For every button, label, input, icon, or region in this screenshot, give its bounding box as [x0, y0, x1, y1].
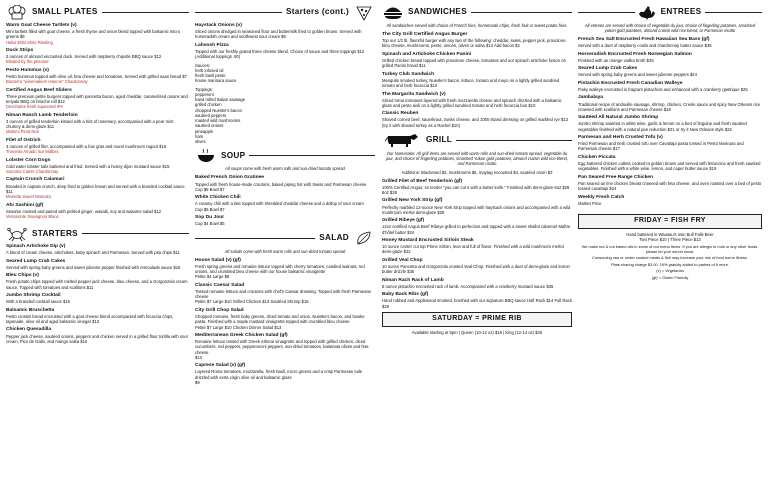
menu-item-name: Seared Lump Crab Cakes	[6, 258, 66, 264]
sauces-block	[195, 63, 375, 145]
menu-item-name: Classic Reuben	[382, 111, 419, 117]
menu-item	[578, 81, 762, 92]
menu-item	[6, 138, 189, 155]
menu-item	[578, 155, 762, 172]
small-plates-list	[6, 23, 189, 219]
menu-item-name: Seared Lump Crab Cakes	[578, 66, 638, 72]
cow-icon	[382, 132, 422, 148]
menu-item-name: Sautéed All Natural Jumbo Shrimp	[578, 115, 659, 121]
menu-item-name: Baked French Onion Gratinee	[195, 175, 265, 181]
menu-item-description: Romaine lettuce tossed with Greek Athena vinaigrette and topped with grilled chicken, diced cucumbers, red peppers, pepperoncini peppers, sun-dried tomatoes, kalamata olives and feta cheese	[195, 339, 369, 355]
menu-item-description: Three premium petite burgers topped with pancetta bacon, aged cheddar, caramelized onions and teriyaki BBQ on brioche roll $12	[6, 93, 188, 105]
menu-item-name: The City Grill Certified Angus Burger	[382, 32, 468, 38]
menu-item-name: Grilled Veal Chop	[382, 257, 423, 263]
menu-item-description: Served with spring baby greens and sweet julienne pepper finished with remoulade sauce $15	[6, 264, 181, 270]
wine-pairing: Veramonte Sauvignon Blanc	[6, 213, 59, 219]
wine-pairing: Trovento Amado Sur Malbec	[6, 149, 59, 155]
topping-option: chopped Nueske's bacon	[195, 107, 242, 113]
sauce-option: fresh basil pesto	[195, 73, 226, 79]
soup-title: SOUP	[221, 150, 246, 160]
crab-icon	[6, 226, 28, 242]
menu-item-name: Haystack Onions (v)	[195, 23, 243, 28]
menu-item-description: A blend of cream cheese, artichokes, baby spinach and Parmesan. Served with pita chips $11	[6, 250, 180, 256]
menu-item	[578, 135, 762, 152]
small-plates-header	[6, 4, 189, 21]
grill-additions: Additions: Blackened $3, mushrooms $5, maytag encrusted $4, sautéed onion $3	[401, 170, 553, 176]
starters-list	[6, 244, 189, 344]
menu-item-description: Mesquite smoked turkey, Nueske's bacon, lettuce, tomato and mayo on a lightly grilled sundried tomato and herb focaccia $10	[382, 77, 560, 89]
menu-item-price: $9	[195, 379, 200, 385]
footer-note: Consuming raw or under cooked meats & fish may increase your risk of food borne illness.	[592, 255, 748, 261]
starters-title: STARTERS	[32, 228, 78, 238]
menu-item-description: Shaved corned beef, sauerkraut, Swiss cheese, and 1000 island dressing on grilled marbled rye $13 (try it with shaved turkey as a Rachel $10)	[382, 117, 568, 128]
burger-icon	[382, 5, 404, 21]
menu-item-name: Caprese Salad (v) (gf)	[195, 363, 246, 369]
menu-item-description: Cold water lobster tails battered and fried. Served with a honey dijon mustard sauce $15	[6, 163, 170, 169]
column-entrees	[578, 2, 762, 495]
footer-notes	[578, 245, 762, 280]
menu-item-name: Balsamic Bruschetta	[6, 307, 55, 313]
topping-option: roasted wild mushrooms	[195, 118, 241, 124]
grill-list	[382, 179, 572, 309]
menu-item-description: Fried Parmesan and herb crusted tofu over Cavattapi pasta tossed in Pesto Marinara and Parmesan cheese $17	[578, 141, 744, 152]
topping-option: grilled chicken	[195, 102, 222, 108]
starters-cont-header	[195, 4, 375, 21]
menu-item	[195, 283, 375, 305]
menu-item-description: Egg battered chicken cutlets cooked to golden brown and served with fettuccine and fresh sautéed vegetables. Finished with a white wine, lemon, and caper butter sauce $19	[578, 161, 761, 172]
menu-item-price: Petite $4 Large $8	[195, 274, 230, 280]
menu-item-name: Sop Du Jour	[195, 215, 225, 221]
salad-note: All salads come with fresh warm rolls and sun-dried tomato spread	[224, 248, 346, 254]
menu-item-description: Fresh potato chips topped with melted pepper jack cheese, bleu cheese, and a Gorgonzola cream sauce. Topped with tomatoes and scallions $11	[6, 279, 188, 290]
menu-item-name: Certified Angus Beef Sliders	[6, 87, 72, 93]
menu-item	[578, 115, 762, 132]
menu-item-description: Jumbo shrimp sautéed in white wine, garlic & lemon on a bed of linguine and fresh sautéed vegetables finished with a natural pan reduction $21 or try it New Orleans style $22	[578, 121, 747, 132]
menu-item-price: Petite $7 Large $10 Chicken Dinner Salad $13	[195, 324, 282, 330]
menu-item-description: Hand rubbed and Applewood smoked, brushed with our signature BBQ sauce Half Rack $14 Full Rack $28	[382, 298, 572, 309]
topping-option: sautéed onions	[195, 123, 224, 129]
menu-item-description: Grilled chicken breast topped with provolone cheese, tomatoes and our spinach artichoke fusion on grilled Panini bread $11	[382, 58, 566, 69]
menu-item-name: Duck Strips	[6, 48, 34, 54]
topping-option: hand rolled Italian sausage	[195, 97, 246, 103]
menu-item-name: Parmesan and Herb Crusted Tofu (v)	[578, 135, 663, 141]
column-starters-soup-salad	[195, 2, 375, 495]
menu-item-description: Sesame crusted and paired with pickled ginger, wasabi, soy and wakame salad $12	[6, 208, 162, 214]
menu-item-name: Warm Goat Cheese Tartlets (v)	[6, 23, 77, 28]
pizza-slice-icon	[353, 5, 375, 21]
menu-item	[195, 363, 375, 385]
menu-item	[6, 203, 189, 220]
sandwiches-title: SANDWICHES	[408, 7, 467, 17]
menu-item-name: Grilled New York Strip (gf)	[382, 198, 443, 204]
menu-item	[6, 293, 189, 304]
menu-item	[195, 195, 375, 212]
menu-item-description: 3 ounces of grilled tenderloin kissed with a hint of rosemary, accompanied with a pear mint chutney & demi-glaze $11	[6, 118, 174, 130]
menu-item	[6, 48, 189, 65]
menu-item	[195, 215, 375, 226]
menu-item-name: Horseradish Encrusted Fresh Norwegian Salmon	[578, 51, 692, 57]
menu-item	[578, 195, 762, 206]
menu-item	[6, 327, 189, 344]
menu-item	[6, 113, 189, 135]
menu-item-name: Pesto Hummus (v)	[6, 67, 49, 73]
topping-option: ham	[195, 133, 204, 139]
menu-item-name: Spinach Artichoke Dip (v)	[6, 244, 66, 250]
salad-list	[195, 258, 375, 385]
sandwiches-note: All sandwiches served with choice of French fries, homemade chips, fresh fruit or sweet potato fries.	[386, 23, 568, 28]
menu-item	[6, 273, 189, 290]
menu-item	[6, 158, 189, 175]
menu-item-price: Cup $5 Bowl $7	[195, 206, 225, 212]
menu-item-description: Market Price	[578, 200, 602, 206]
starters-header	[6, 225, 189, 242]
wine-pairing: Deschutes fresh squeezed IPA	[6, 104, 64, 110]
entrees-list	[578, 37, 762, 206]
menu-item-description: 8 ounce pistachio encrusted rack of lamb. Accompanied with a cranberry mustard sauce $35	[382, 283, 554, 289]
divider	[82, 233, 189, 234]
menu-item-name: Lahvosh Pizza	[195, 42, 229, 48]
toppings-list	[195, 92, 375, 145]
menu-item-price: Petite $7 Large $10 Grilled Chicken $13 Sautéed Shrimp $16	[195, 299, 309, 305]
menu-item	[195, 308, 375, 330]
menu-item-name: Chicken Quesadilla	[6, 327, 52, 333]
salad-leaf-icon	[353, 230, 375, 246]
menu-item-description: Flaky walleye encrusted in fragrant pistachios and enhanced with a cranberry gastrique $25	[578, 87, 748, 93]
topping-option: pepperoni	[195, 91, 214, 97]
menu-item-description: Topped with our freshly grated three cheese blend. Choice of sauce and three toppings $12 (Additional toppings .50)	[195, 48, 365, 60]
menu-item-description: 12oz certified Angus Beef Ribeye grilled to perfection and topped with a sweet shallot cabernet Maître d'hôtel butter $24	[382, 224, 571, 235]
menu-item-name: Captain Crunch Calamari	[6, 177, 65, 183]
menu-item	[382, 72, 572, 89]
divider	[578, 12, 635, 13]
menu-item-name: White Chicken Chili	[195, 195, 241, 201]
friday-banner: FRIDAY = FISH FRY	[578, 214, 762, 229]
menu-item-name: Pistachio Encrusted Fresh Canadian Walleye	[578, 80, 683, 86]
menu-item-description: Pepper jack cheese, sautéed onions, peppers and chicken served in a grilled flour tortilla with sour cream, Pico de Gallo, and mango salsa $10	[6, 333, 189, 344]
soup-bowl-icon	[195, 148, 217, 164]
wine-pairing: Blinded by the prisoner	[6, 59, 49, 65]
topping-option: pineapple	[195, 128, 214, 134]
menu-item-description: Pesto hummus topped with olive oil, feta cheese and tomatoes. Served with grilled naan bread $7	[6, 74, 187, 79]
menu-item-description: 100% Certified Angus, so tender "you can cut it with a butter knife." Finished with demi-glaze 6oz $28 8oz $35	[382, 184, 570, 195]
menu-item-description: Mini tartlets filled with goat cheese, a fresh thyme and onion blend topped with balsamic micro greens $8	[6, 29, 181, 40]
menu-item-name: Niman Ranch Lamb Tenderloin	[6, 112, 78, 118]
menu-item	[6, 68, 189, 85]
divider	[471, 12, 572, 13]
menu-item-description: Served with spring baby greens and sweet julienne peppers $24	[578, 72, 697, 78]
divider	[249, 155, 375, 156]
divider	[705, 12, 762, 13]
footer-note: (gf) = Gluten Friendly	[651, 274, 689, 280]
menu-item-description: Layered Roma tomatoes, mozzarella, fresh basil, micro greens and a crisp Parmesan tuile drizzled with extra virgin olive oil and balsamic glaze	[195, 369, 363, 380]
column-small-plates-starters	[6, 2, 189, 495]
menu-item	[578, 52, 762, 63]
menu-item-description: Top our 1/2 lb. flavorful burger with any two of the following: cheddar, swiss, pepper jack, provolone, bleu cheese, mushrooms, pesto, onions, olives or salsa $13 Add bacon $2	[382, 38, 567, 49]
menu-item-name: Lobster Corn Dogs	[6, 157, 51, 163]
menu-item-name: Spinach and Artichoke Chicken Panini	[382, 51, 472, 57]
column-sandwiches-grill	[382, 2, 572, 495]
menu-item-description: A creamy chili with a bite topped with shredded cheddar cheese and a dollop of sour cream	[195, 201, 364, 207]
starters-cont-title: Starters (cont.)	[285, 7, 349, 17]
menu-item	[6, 308, 189, 325]
menu-item-description: Finished with an orange vodka broth $25	[578, 57, 654, 63]
salad-title: SALAD	[319, 233, 349, 243]
starters-cont-list	[195, 23, 375, 59]
grill-header	[382, 132, 572, 149]
menu-item-description: Tossed romaine lettuce and croutons with chef's Caesar dressing. Topped with fresh Parmesan cheese	[195, 288, 371, 300]
footer-note: We make nut & nut based oils in some of our menu items. If you are allergic to nuts or any other foods, please let your server know.	[581, 244, 759, 255]
menu-item	[382, 111, 572, 128]
grill-note: Our Namesake: All grill items are served with warm rolls and sun-dried tomato spread, vegetable du jour, and choice of fingerling potatoes, smashed Yukon gold potatoes, almond craisin wild rice blend, and Parmesan risotto	[386, 150, 568, 167]
topping-option: olives	[195, 139, 206, 145]
small-plates-title: SMALL PLATES	[32, 7, 98, 17]
menu-item-name: Niman Rach Rack of Lamb	[382, 277, 444, 283]
grill-title: GRILL	[426, 135, 453, 145]
menu-item	[382, 92, 572, 109]
menu-item-description: Topped with fresh house-made croutons, baked piping hot with Swiss and Parmesan cheese	[195, 181, 367, 187]
menu-item-name: City Grill Chop Salad	[195, 307, 244, 313]
chef-hat-icon	[6, 5, 28, 21]
friday-line2: Two Piece $10 | Three Piece $13	[639, 236, 701, 242]
sandwiches-list	[382, 32, 572, 128]
menu-item-name: Mediterranean Greek Chicken Salad (gf)	[195, 332, 288, 338]
menu-item	[578, 66, 762, 77]
menu-item-name: Grilled Ribeye (gf)	[382, 218, 425, 224]
sauces-label: Sauces:	[195, 62, 211, 68]
menu-item-description: Traditional recipe of andouille sausage, shrimp, chicken, Creole sauce and spicy New Orleans rice crowned with scallions and Parmesan cheese $18	[578, 101, 761, 112]
menu-item-name: Filet of Ostrich	[6, 137, 41, 143]
menu-item-name: Pan Seared Free Range Chicken	[578, 174, 654, 180]
menu-item-name: Bleu Chips (v)	[6, 273, 39, 279]
saturday-detail: Available starting at 5pm | Queen (10-12 oz) $19 | King (12-14 oz) $25	[411, 329, 543, 335]
soup-list	[195, 175, 375, 226]
menu-item	[195, 175, 375, 192]
menu-item-description: 10 ounce center cut top Prime Sirloin, lean and full of flavor. Finished with a wild mushroom merlot demi-glaze $22	[382, 244, 564, 255]
wine-pairing: Sonoma Cutrer Chardonnay	[6, 169, 59, 174]
menu-item-description: 3 ounces of almond encrusted duck. Served with raspberry chipotle BBQ sauce $12	[6, 54, 162, 60]
topping-option: sautéed peppers	[195, 112, 227, 118]
entrees-title: ENTREES	[660, 7, 702, 17]
menu-item	[6, 177, 189, 199]
soup-header	[195, 147, 375, 164]
sandwiches-header	[382, 4, 572, 21]
menu-item-name: Turkey Club Sandwich	[382, 71, 435, 77]
divider	[195, 12, 282, 13]
toppings-label: Toppings:	[195, 86, 213, 92]
menu-item-name: House Salad (v) (gf)	[195, 257, 241, 263]
sauce-option: house marinara sauce	[195, 78, 237, 84]
menu-item-description: Chopped romaine, fresh baby greens, diced tomato and onion, Nueske's bacon, and bowtie pasta. Finished with a maple mustard vinaigrette topped with crumbled bleu cheese	[195, 314, 365, 325]
menu-item-name: French Sea Salt Encrusted Fresh Hawaiian Sea Bass (gf)	[578, 37, 710, 43]
divider	[195, 238, 315, 239]
salad-header	[195, 230, 375, 247]
menu-item-name: Chicken Piccata	[578, 154, 616, 160]
menu-item-description: Sliced roma tomatoes layered with fresh mozzarella cheese and spinach drizzled with a balsamic glaze and pesto aioli on a lightly grilled sundried tomato and herb focaccia bun $10	[382, 97, 562, 108]
wine-pairing: Malomi Pinot Noir	[6, 129, 40, 135]
menu-item	[6, 244, 189, 255]
menu-item-price: Cup $5 Bowl $7	[195, 186, 225, 192]
menu-item	[382, 52, 572, 69]
menu-item	[578, 95, 762, 112]
menu-item-description: Pan seared air line chicken breast crowned with feta cheese, and oven roasted over a bed of pesto tossed cavattapi $24	[578, 180, 762, 192]
divider	[102, 12, 189, 13]
menu-item	[6, 259, 189, 270]
menu-item-name: Weekly Fresh Catch	[578, 194, 625, 200]
menu-item	[382, 218, 572, 235]
menu-item	[195, 43, 375, 60]
menu-item-description: With a branded cocktail sauce $15	[6, 299, 71, 305]
wine-pairing: Bonterra "winemakers reserve" Chardonnay	[6, 79, 88, 85]
menu-item-description: Pesto crostini bread encrusted with a goat cheese blend accompanied with focaccia chips, tapenade, olive oil and aged balsamic vinegar $13	[6, 313, 174, 324]
saturday-banner: SATURDAY = PRIME RIB	[382, 312, 572, 327]
menu-item	[578, 175, 762, 192]
sauces-list	[195, 68, 375, 84]
menu-item-name: Grilled Filet of Beef Tenderloin (gf)	[382, 178, 463, 184]
menu-item-name: The Margarita Sandwich (v)	[382, 91, 446, 97]
menu-item-description: Fresh spring greens and romaine lettuce topped with cherry tomatoes, candied walnuts, red onions, and crumbled bleu cheese with our house balsamic vinaigrette	[195, 263, 365, 275]
entrees-note: All entrees are served with choice of vegetable du jour, choice of fingerling potatoes, smashed yukon gold potatoes, almond craisin wild rice blend, or Parmesan risotto	[584, 23, 756, 34]
menu-item-name: Jumbo Shrimp Cocktail	[6, 293, 61, 299]
menu-item	[195, 333, 375, 360]
soup-note: All soups come with fresh warm rolls and sun-dried tomato spread	[225, 166, 345, 172]
wine-pairing: Helixi Ebbl Shire Riesling	[6, 39, 53, 45]
menu-item-price: $13	[195, 354, 202, 360]
friday-line1: Hand battered in Wausau's own Bull Falls Beer	[626, 231, 714, 237]
menu-item	[382, 198, 572, 215]
menu-item	[195, 258, 375, 280]
menu-item	[382, 278, 572, 289]
footer-note: (v) = Vegetarian	[656, 268, 684, 274]
menu-item-description: Breaded in captain crunch, deep fried to golden brown and served with a branded cocktail sauce $11	[6, 183, 185, 194]
menu-item	[6, 23, 189, 45]
rooster-icon	[635, 5, 657, 21]
menu-item-description: 10 ounce Pancetta and Gorgonzola crusted Veal Chop. Finished with a duet of demi-glaze and lemon butter drizzle $35	[382, 263, 570, 275]
menu-item-name: Ahi Sashimi (gf)	[6, 202, 44, 208]
menu-item	[382, 179, 572, 196]
menu-item-description: Perfectly marbled 12-ounce New York Strip topped with haystack onions and accompanied with a wild mushroom merlot demi-glaze $28	[382, 204, 571, 215]
menu-item	[6, 88, 189, 110]
menu-item-description: Served with a duet of raspberry coulis and chardonnay butter sauce $36	[578, 43, 712, 49]
menu-item-price: Cup $4 Bowl $5	[195, 221, 225, 227]
menu-item-name: Honey Mustard Encrusted Sirloin Steak	[382, 238, 474, 243]
wine-pairing: Monetta Sweet Moscato	[6, 194, 51, 200]
menu-item	[578, 37, 762, 48]
menu-item	[382, 238, 572, 255]
menu-item	[382, 258, 572, 275]
menu-item-name: Classic Caesar Salad	[195, 282, 245, 288]
menu-item-description: Sliced onions dredged in seasoned flour and buttermilk fried to golden brown. Served with horseradish cream and southwest sour cream $6	[195, 29, 362, 40]
menu-item-name: Baby Back Ribs (gf)	[382, 292, 429, 298]
menu-item-description: 3 ounces of grilled filet, accompanied with a foie gras and morel mushroom ragout $16	[6, 143, 167, 149]
menu-item	[382, 32, 572, 49]
sauce-option: herb infused oil	[195, 67, 224, 73]
menu-item	[195, 23, 375, 40]
entrees-header	[578, 4, 762, 21]
menu-item-name: Jambalaya	[578, 95, 604, 101]
footer-note: Plate sharing charge $3.00. 19% gratuity added to parties of 6 more.	[611, 261, 729, 267]
menu-item	[382, 292, 572, 309]
divider	[456, 140, 572, 141]
